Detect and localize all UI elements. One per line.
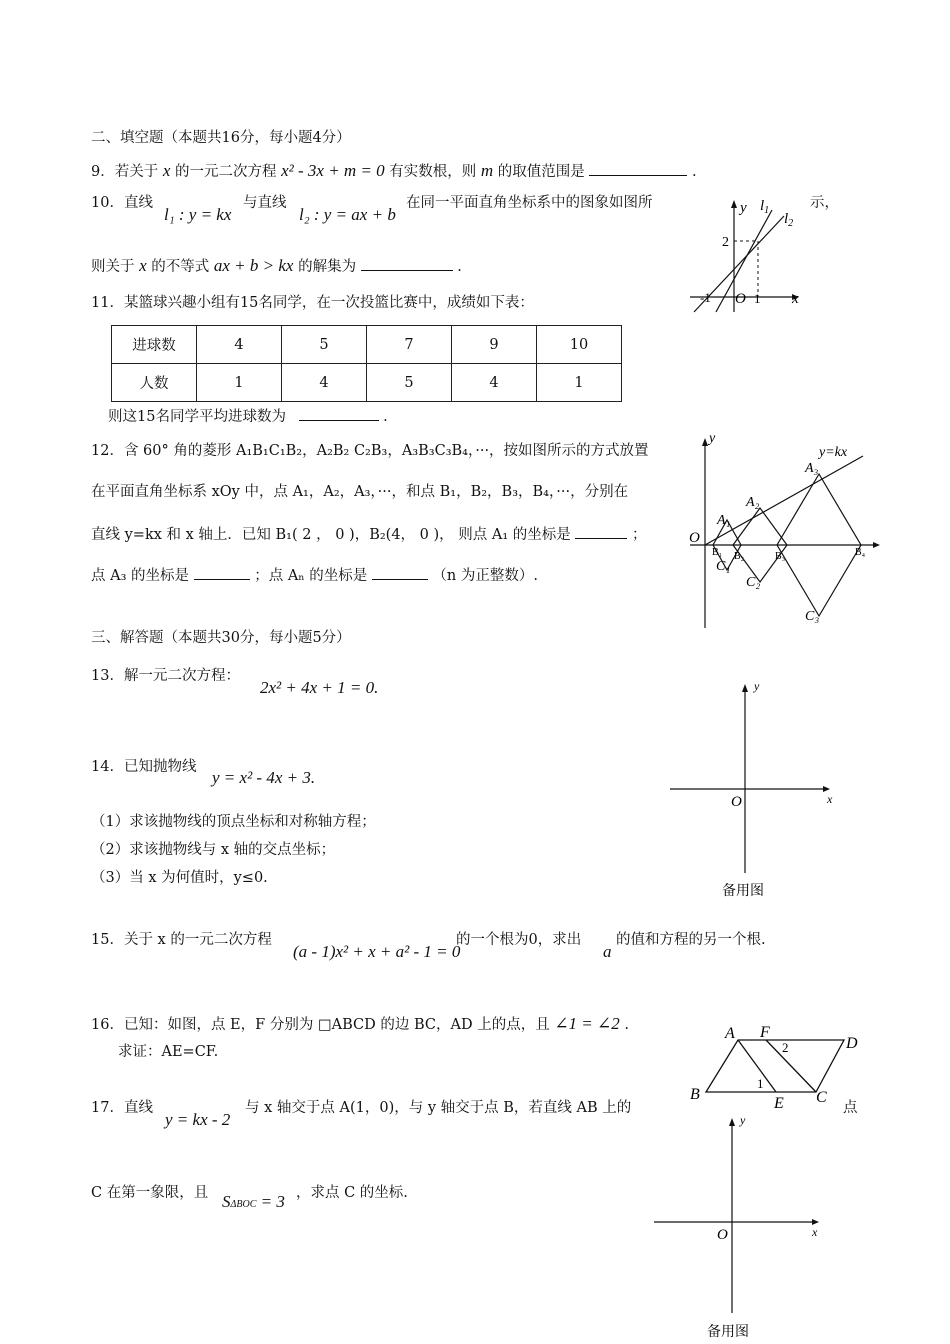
- question-9: [91, 160, 697, 182]
- q12-fig-origin: O: [689, 530, 700, 546]
- q10-answer-blank[interactable]: [361, 255, 453, 271]
- q12-fig-a1: A₁: [717, 513, 731, 528]
- table-row: [112, 364, 622, 402]
- q14-part2: （2）求该抛物线与 x 轴的交点坐标；: [91, 842, 336, 858]
- q10-text2: 则关于: [91, 259, 135, 275]
- q10-fig-one: 1: [754, 291, 761, 306]
- section2-heading: 二、填空题（本题共16分，每小题4分）: [91, 130, 351, 146]
- q14-eq: y = x² - 4x + 3: [212, 768, 311, 787]
- table-cell: 5: [282, 326, 367, 364]
- q13-equation: [260, 678, 378, 698]
- q9-num: 9．若关于: [91, 164, 159, 180]
- table-cell: 10: [537, 326, 622, 364]
- q10-line1-equation: l₁ : y = kx: [164, 205, 232, 224]
- q9-answer-blank[interactable]: [589, 160, 687, 176]
- q16-fig-a: A: [725, 1025, 735, 1042]
- table-cell: 1: [197, 364, 282, 402]
- table-cell: 5: [367, 364, 452, 402]
- q15-text2: 的一个根为0，求出: [456, 932, 582, 948]
- q15-text3: 的值和方程的另一个根.: [616, 932, 766, 948]
- q17-figure: [652, 1108, 832, 1340]
- q16-abcd: □ABCD 的边 BC，AD 上的点，且: [317, 1017, 550, 1033]
- q17-area: [222, 1192, 285, 1215]
- q12-a1-blank[interactable]: [575, 523, 627, 539]
- q10-figure: [688, 190, 808, 315]
- q10-fig-y: y: [740, 200, 747, 216]
- q12-fig-b3: B₃: [775, 551, 786, 562]
- q16-fig-d: D: [846, 1035, 858, 1052]
- table-cell: 4: [282, 364, 367, 402]
- q14-fig-x: x: [827, 792, 833, 806]
- q17-area-sub: ΔBOC: [230, 1199, 257, 1210]
- q12-a3-blank[interactable]: [194, 564, 250, 580]
- q9-text3: 的取值范围是: [497, 164, 585, 180]
- q13-eq: 2x² + 4x + 1 = 0: [260, 678, 375, 697]
- table-cell: 4: [197, 326, 282, 364]
- q12-an-blank[interactable]: [372, 564, 428, 580]
- q14-y-arrow-icon: [742, 684, 748, 692]
- q17-y-arrow-icon: [729, 1118, 735, 1126]
- q14-end: .: [310, 768, 316, 787]
- q12-fig-a3: A₃: [805, 461, 819, 476]
- q9-equation: x² - 3x + m = 0: [281, 161, 385, 180]
- q14-fig-origin: O: [731, 794, 742, 810]
- q16-parallelogram: [706, 1040, 844, 1092]
- q11-end: .: [383, 409, 388, 425]
- q12-figure: [685, 428, 885, 633]
- q10-num: 10．直线: [91, 195, 153, 211]
- q12-fig-b1: B₁: [712, 547, 723, 558]
- q10-line2: [91, 255, 462, 277]
- q10-text1b: 示，: [810, 195, 839, 211]
- q14-part1: （1）求该抛物线的顶点坐标和对称轴方程；: [91, 814, 376, 830]
- q13-end: .: [374, 678, 379, 697]
- q10-fig-x: x: [792, 291, 799, 307]
- q12-line-ykx: [705, 456, 863, 545]
- q13-text: 13．解一元二次方程：: [91, 668, 240, 684]
- q12-line4a: 点 A₃ 的坐标是: [91, 568, 190, 584]
- q12-line2: 在平面直角坐标系 xOy 中，点 A₁，A₂，A₃，···，和点 B₁，B₂，B₃，B₄，···，分别在: [91, 484, 629, 500]
- q16-prove: 求证：AE=CF.: [118, 1044, 219, 1060]
- q17-fig-origin: O: [717, 1227, 728, 1243]
- table-cell: 1: [537, 364, 622, 402]
- q16-fig-one: 1: [757, 1076, 764, 1091]
- q12-line4c: （n 为正整数）.: [432, 568, 538, 584]
- table-cell-label: 人数: [112, 364, 197, 402]
- q15-equation: (a - 1)x² + x + a² - 1 = 0: [293, 942, 461, 961]
- q17-fig-caption: 备用图: [707, 1325, 749, 1340]
- q14-figure: [668, 676, 840, 906]
- q15-a: a: [603, 942, 612, 961]
- q9-end: .: [692, 164, 697, 180]
- q14-equation: [212, 768, 315, 788]
- q16-fig-b: B: [690, 1086, 700, 1103]
- q12-line3: [91, 523, 646, 545]
- table-cell-label: 进球数: [112, 326, 197, 364]
- q10-x: x: [139, 256, 147, 275]
- q14-fig-caption: 备用图: [722, 884, 764, 899]
- q10-line2-equation: l₂ : y = ax + b: [299, 205, 396, 224]
- q16-fig-e: E: [774, 1095, 784, 1112]
- q16-segment-fc: [766, 1040, 816, 1092]
- q11-after-text: 则这15名同学平均进球数为: [108, 409, 286, 425]
- q10-text4: 的解集为: [298, 259, 357, 275]
- q16-fig-c: C: [816, 1089, 827, 1106]
- q12-fig-c2: C₂: [746, 575, 761, 590]
- q9-m: m: [480, 161, 494, 180]
- q11-text: 11．某篮球兴趣小组有15名同学，在一次投篮比赛中，成绩如下表：: [91, 295, 534, 311]
- q17-text1: 17．直线: [91, 1100, 153, 1116]
- q10-text1: 在同一平面直角坐标系中的图象如图所: [406, 195, 653, 211]
- q14-part3: （3）当 x 为何值时，y≤0.: [91, 870, 268, 886]
- section3-heading: 三、解答题（本题共30分，每小题5分）: [91, 630, 351, 646]
- q9-text1: 的一元二次方程: [175, 164, 277, 180]
- q12-fig-ykx: y=kx: [819, 445, 848, 460]
- q12-x-arrow-icon: [873, 542, 880, 548]
- q17-text2: 与 x 轴交于点 A(1，0)，与 y 轴交于点 B，若直线 AB 上的: [245, 1100, 632, 1116]
- q9-x: x: [162, 161, 171, 180]
- q12-fig-y: y: [709, 431, 716, 446]
- q14-text: 14．已知抛物线: [91, 759, 197, 775]
- q10-inequality: ax + b > kx: [213, 256, 294, 275]
- q17-area-s: S: [222, 1192, 231, 1211]
- q10-fig-two: 2: [722, 235, 729, 250]
- q15-text1: 15．关于 x 的一元二次方程: [91, 932, 272, 948]
- q12-line4: [91, 564, 538, 586]
- q11-after: [108, 405, 388, 427]
- q11-answer-blank[interactable]: [299, 405, 379, 421]
- q17-line2a: C 在第一象限，且: [91, 1185, 209, 1201]
- q16-line1: [91, 1014, 629, 1035]
- q17-fig-y: y: [740, 1113, 746, 1127]
- q17-area-eq: = 3: [256, 1192, 285, 1211]
- q16-end: .: [624, 1017, 629, 1033]
- q10-end: .: [457, 259, 462, 275]
- q16-fig-f: F: [760, 1024, 770, 1041]
- table-cell: 4: [452, 364, 537, 402]
- q12-line4b: ；点 Aₙ 的坐标是: [254, 568, 368, 584]
- table-row: [112, 326, 622, 364]
- q9-text2: 有实数根，则: [389, 164, 477, 180]
- q16-figure: [688, 1020, 866, 1112]
- q10-y-arrow-icon: [731, 200, 737, 208]
- q11-score-table: [111, 325, 622, 402]
- q10-mid: 与直线: [243, 195, 287, 211]
- q12-y-arrow-icon: [702, 438, 708, 446]
- q12-fig-b2: B₂: [734, 551, 745, 562]
- q10-fig-l1: $l_1$: [760, 198, 770, 216]
- q17-equation: y = kx - 2: [165, 1110, 231, 1129]
- q16-fig-two: 2: [782, 1040, 789, 1055]
- q10-fig-neg1: -1: [700, 290, 711, 305]
- q17-line2b: ，求点 C 的坐标.: [296, 1185, 408, 1201]
- q16-angle: ∠1 = ∠2: [554, 1014, 620, 1033]
- q17-text3: 点: [843, 1100, 858, 1116]
- q16-text1: 16．已知：如图，点 E，F 分别为: [91, 1017, 314, 1033]
- q12-line1: 12．含 60° 角的菱形 A₁B₁C₁B₂，A₂B₂ C₂B₃，A₃B₃C₃B₄，···，按如图所示的方式放置: [91, 443, 649, 459]
- q12-line3a: 直线 y=kx 和 x 轴上．已知 B₁( 2 ， 0 )，B₂(4， 0 )， 则点 A₁ 的坐标是: [91, 527, 571, 543]
- table-cell: 7: [367, 326, 452, 364]
- q12-line3b: ；: [631, 527, 647, 543]
- q14-fig-y: y: [754, 679, 760, 693]
- q10-text3: 的不等式: [151, 259, 210, 275]
- q10-fig-l2: $l_2$: [784, 211, 794, 229]
- q12-fig-b4: B₄: [855, 547, 866, 558]
- q12-fig-c3: C₃: [805, 609, 820, 624]
- q12-fig-c1: C₁: [716, 559, 731, 574]
- q17-fig-x: x: [812, 1225, 818, 1239]
- q12-fig-a2: A₂: [746, 495, 760, 510]
- q10-fig-origin: O: [735, 291, 746, 307]
- table-cell: 9: [452, 326, 537, 364]
